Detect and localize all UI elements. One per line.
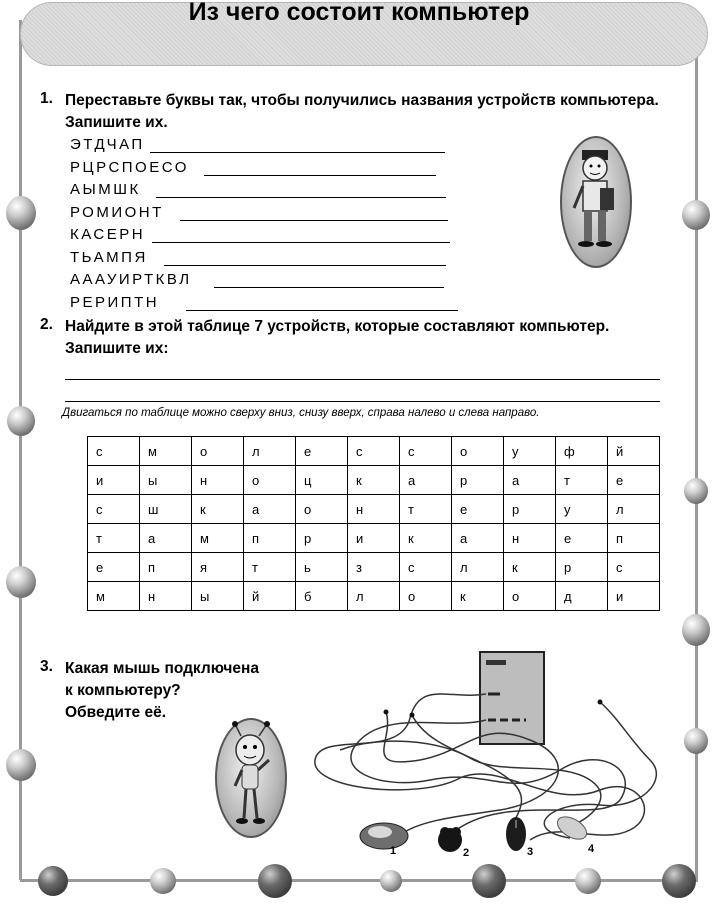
- question-2-line-2: Запишите их:: [65, 340, 169, 357]
- bead-right-1: [682, 200, 710, 230]
- puzzle-hint: Двигаться по таблице можно сверху вниз, снизу вверх, справа налево и слева направо.: [62, 407, 540, 419]
- grid-cell[interactable]: а: [452, 524, 504, 553]
- grid-row: [88, 495, 660, 524]
- grid-cell[interactable]: т: [400, 495, 452, 524]
- question-3-line-3: Обведите её.: [65, 704, 167, 721]
- grid-cell[interactable]: о: [192, 437, 244, 466]
- answer-line-q2-2[interactable]: [65, 401, 660, 402]
- grid-cell[interactable]: с: [88, 495, 140, 524]
- scrambled-word-3: АЫМШК: [70, 181, 141, 198]
- mouse-label-4: 4: [588, 843, 595, 855]
- grid-cell[interactable]: с: [400, 553, 452, 582]
- bead-right-3: [682, 614, 710, 646]
- alien-figure-icon: [217, 720, 285, 836]
- grid-row: [88, 582, 660, 611]
- grid-cell[interactable]: ф: [556, 437, 608, 466]
- grid-cell[interactable]: с: [88, 437, 140, 466]
- computer-case-icon: [480, 652, 544, 744]
- grid-cell[interactable]: к: [192, 495, 244, 524]
- grid-cell[interactable]: е: [88, 553, 140, 582]
- alien-illustration: [215, 718, 287, 838]
- answer-line-4[interactable]: [180, 220, 448, 221]
- grid-cell[interactable]: к: [400, 524, 452, 553]
- grid-cell[interactable]: е: [556, 524, 608, 553]
- page-title: Из чего состоит компьютер: [188, 0, 530, 26]
- grid-cell[interactable]: ы: [140, 466, 192, 495]
- question-3-line-1: Какая мышь подключена: [65, 660, 259, 677]
- answer-line-6[interactable]: [164, 265, 446, 266]
- grid-cell[interactable]: б: [296, 582, 348, 611]
- grid-cell[interactable]: о: [452, 437, 504, 466]
- grid-cell[interactable]: о: [296, 495, 348, 524]
- grid-row: [88, 466, 660, 495]
- grid-cell[interactable]: а: [400, 466, 452, 495]
- grid-cell[interactable]: з: [348, 553, 400, 582]
- grid-cell[interactable]: п: [608, 524, 660, 553]
- grid-cell[interactable]: у: [556, 495, 608, 524]
- grid-cell[interactable]: н: [504, 524, 556, 553]
- grid-cell[interactable]: е: [452, 495, 504, 524]
- grid-row: [88, 437, 660, 466]
- bead-right-2: [684, 478, 708, 504]
- grid-cell[interactable]: н: [140, 582, 192, 611]
- question-2-number: 2.: [40, 316, 53, 333]
- grid-cell[interactable]: й: [608, 437, 660, 466]
- grid-cell[interactable]: р: [556, 553, 608, 582]
- student-illustration: [560, 136, 632, 268]
- mouse-1-icon[interactable]: [360, 823, 408, 849]
- answer-line-q2-1[interactable]: [65, 379, 660, 380]
- grid-cell[interactable]: л: [452, 553, 504, 582]
- bead-left-1: [6, 196, 36, 230]
- grid-cell[interactable]: е: [296, 437, 348, 466]
- question-1-line-1: Переставьте буквы так, чтобы получились названия устройств компьютера.: [65, 92, 659, 109]
- scrambled-word-7: АААУИРТКВЛ: [70, 271, 192, 288]
- answer-line-8[interactable]: [186, 310, 458, 311]
- grid-cell[interactable]: с: [348, 437, 400, 466]
- scrambled-word-8: РЕРИПТН: [70, 294, 160, 311]
- grid-cell[interactable]: р: [504, 495, 556, 524]
- mouse-4-icon[interactable]: [554, 812, 591, 844]
- grid-cell[interactable]: с: [608, 553, 660, 582]
- scrambled-word-5: КАСЕРН: [70, 226, 146, 243]
- student-figure-icon: [562, 138, 630, 266]
- grid-cell[interactable]: а: [244, 495, 296, 524]
- grid-cell[interactable]: ц: [296, 466, 348, 495]
- grid-cell[interactable]: т: [244, 553, 296, 582]
- cable-maze: [300, 640, 680, 880]
- bead-bottom-2: [150, 868, 176, 894]
- bead-bottom-1: [38, 866, 68, 896]
- letter-grid: [87, 436, 660, 611]
- answer-line-1[interactable]: [150, 152, 445, 153]
- grid-cell[interactable]: т: [556, 466, 608, 495]
- mouse-2-icon[interactable]: [438, 827, 462, 852]
- grid-cell[interactable]: и: [88, 466, 140, 495]
- grid-cell[interactable]: ы: [192, 582, 244, 611]
- grid-cell[interactable]: я: [192, 553, 244, 582]
- mouse-label-2: 2: [463, 847, 470, 859]
- grid-cell[interactable]: д: [556, 582, 608, 611]
- grid-cell[interactable]: и: [348, 524, 400, 553]
- grid-cell[interactable]: о: [400, 582, 452, 611]
- grid-cell[interactable]: н: [192, 466, 244, 495]
- question-1-line-2: Запишите их.: [65, 114, 168, 131]
- mouse-label-3: 3: [527, 846, 534, 858]
- grid-cell[interactable]: и: [608, 582, 660, 611]
- answer-line-7[interactable]: [214, 287, 444, 288]
- scrambled-word-4: РОМИОНТ: [70, 204, 164, 221]
- grid-cell[interactable]: о: [244, 466, 296, 495]
- question-3-line-2: к компьютеру?: [65, 682, 181, 699]
- mouse-3-icon[interactable]: [506, 817, 526, 851]
- grid-cell[interactable]: к: [452, 582, 504, 611]
- grid-cell[interactable]: к: [348, 466, 400, 495]
- grid-cell[interactable]: р: [296, 524, 348, 553]
- grid-cell[interactable]: й: [244, 582, 296, 611]
- grid-cell[interactable]: к: [504, 553, 556, 582]
- grid-cell[interactable]: ш: [140, 495, 192, 524]
- scrambled-word-1: ЭТДЧАП: [70, 136, 145, 153]
- grid-cell[interactable]: н: [348, 495, 400, 524]
- question-2-line-1: Найдите в этой таблице 7 устройств, которые составляют компьютер.: [65, 318, 610, 335]
- answer-line-2[interactable]: [204, 175, 436, 176]
- grid-cell[interactable]: л: [608, 495, 660, 524]
- bead-right-4: [684, 728, 708, 754]
- answer-line-3[interactable]: [156, 197, 446, 198]
- question-2-text: [65, 316, 609, 360]
- grid-cell[interactable]: л: [348, 582, 400, 611]
- grid-cell[interactable]: м: [140, 437, 192, 466]
- question-3-number: 3.: [40, 658, 53, 675]
- grid-cell[interactable]: с: [400, 437, 452, 466]
- grid-cell[interactable]: а: [140, 524, 192, 553]
- question-1-text: [65, 90, 659, 134]
- grid-row: [88, 553, 660, 582]
- grid-cell[interactable]: м: [192, 524, 244, 553]
- scrambled-word-6: ТЬАМПЯ: [70, 249, 148, 266]
- grid-cell[interactable]: т: [88, 524, 140, 553]
- bead-left-2: [7, 406, 35, 436]
- grid-cell[interactable]: о: [504, 582, 556, 611]
- grid-cell[interactable]: а: [504, 466, 556, 495]
- question-3-text: [65, 658, 259, 724]
- grid-cell[interactable]: у: [504, 437, 556, 466]
- grid-cell[interactable]: м: [88, 582, 140, 611]
- answer-line-5[interactable]: [152, 242, 450, 243]
- scrambled-word-2: РЦРСПОЕСО: [70, 159, 189, 176]
- grid-row: [88, 524, 660, 553]
- bead-left-4: [6, 749, 36, 781]
- question-1-number: 1.: [40, 90, 53, 107]
- grid-cell[interactable]: ь: [296, 553, 348, 582]
- mouse-label-1: 1: [390, 845, 397, 857]
- bead-left-3: [6, 566, 36, 598]
- grid-cell[interactable]: п: [140, 553, 192, 582]
- grid-cell[interactable]: л: [244, 437, 296, 466]
- grid-cell[interactable]: п: [244, 524, 296, 553]
- grid-cell[interactable]: е: [608, 466, 660, 495]
- bead-bottom-3: [258, 864, 292, 898]
- grid-cell[interactable]: р: [452, 466, 504, 495]
